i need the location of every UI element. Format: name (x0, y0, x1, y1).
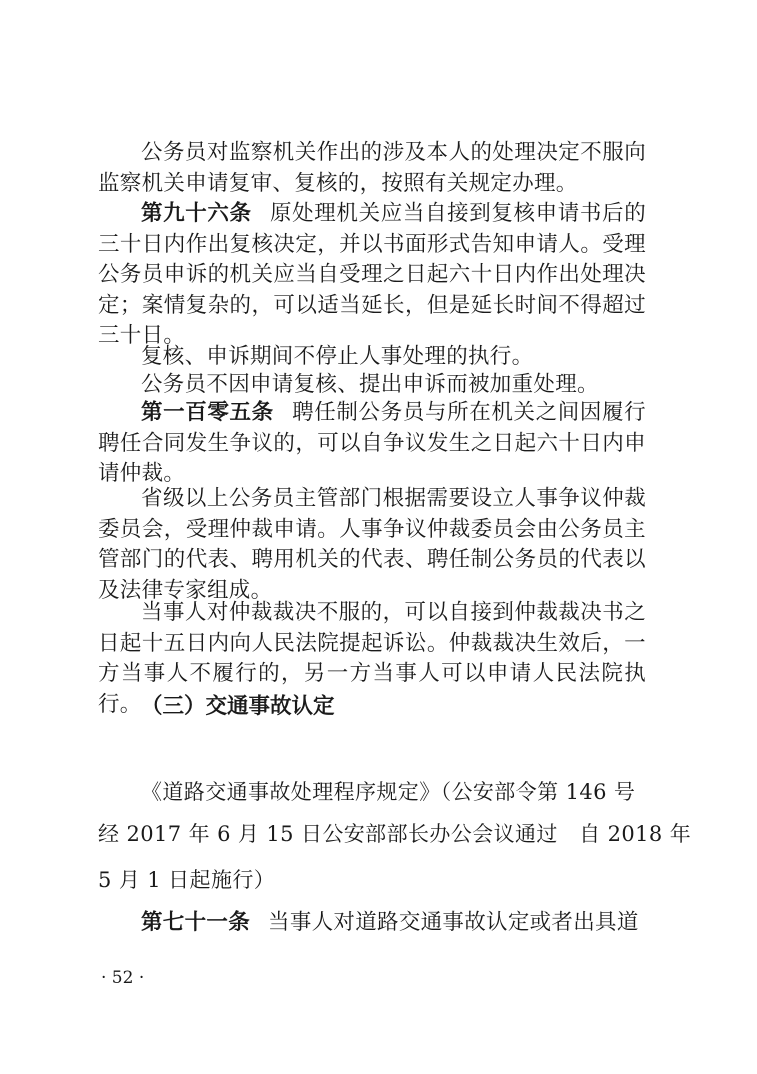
article-105-label: 第一百零五条 (141, 400, 274, 425)
section-heading: （三）交通事故认定 (141, 694, 335, 719)
paragraph-no-suspension (98, 342, 646, 373)
article-105 (98, 398, 646, 490)
paragraph-text: 当事人对仲裁裁决不服的，可以自接到仲裁裁决书之日起十五日内向人民法院提起诉讼。仲裁裁决生效后，一方当事人不履行的，另一方当事人可以申请人民法院执行。 (98, 600, 646, 717)
paragraph-text: 公务员不因申请复核、提出申诉而被加重处理。 (141, 372, 599, 397)
page-number: · 52 · (101, 968, 145, 988)
paragraph-supervision-review (98, 138, 646, 199)
article-71-label: 第七十一条 (141, 910, 251, 935)
article-71-text: 当事人对道路交通事故认定或者出具道 (268, 910, 639, 935)
source-line-1: 《道路交通事故处理程序规定》（公安部令第 146 号 (141, 780, 636, 804)
article-71 (98, 908, 646, 939)
article-96-label: 第九十六条 (141, 201, 252, 226)
paragraph-text: 复核、申诉期间不停止人事处理的执行。 (141, 344, 534, 369)
paragraph-no-aggravation (98, 370, 646, 401)
source-line-3: 5 月 1 日起施行） (98, 868, 276, 892)
article-96 (98, 199, 646, 352)
paragraph-arbitration-committee (98, 484, 646, 606)
source-line-2: 经 2017 年 6 月 15 日公安部部长办公会议通过 自 2018 年 (98, 822, 692, 846)
paragraph-text: 省级以上公务员主管部门根据需要设立人事争议仲裁委员会，受理仲裁申请。人事争议仲裁委员会由公务员主管部门的代表、聘用机关的代表、聘任制公务员的代表以及法律专家组成。 (98, 486, 646, 603)
article-96-text: 原处理机关应当自接到复核申请书后的三十日内作出复核决定，并以书面形式告知申请人。受理公务员申诉的机关应当自受理之日起六十日内作出处理决定；案情复杂的，可以适当延长，但是延长时间不得超过三十日。 (98, 201, 646, 348)
paragraph-text: 公务员对监察机关作出的涉及本人的处理决定不服向监察机关申请复审、复核的，按照有关规定办理。 (98, 140, 646, 196)
article-105-text: 聘任制公务员与所在机关之间因履行聘任合同发生争议的，可以自争议发生之日起六十日内申请仲裁。 (98, 400, 646, 486)
